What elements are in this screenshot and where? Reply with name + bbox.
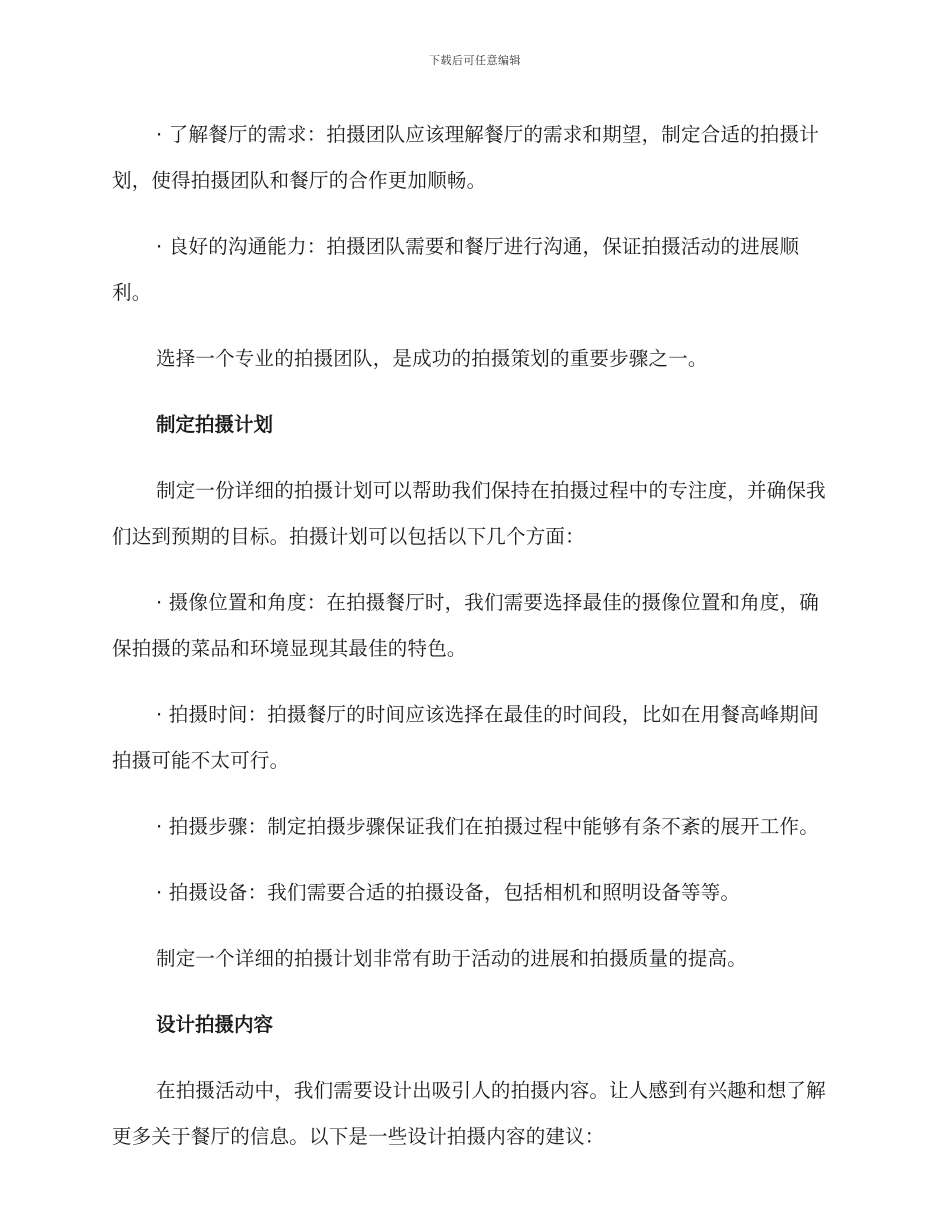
- bullet-communication: · 良好的沟通能力：拍摄团队需要和餐厅进行沟通，保证拍摄活动的进展顺利。: [112, 235, 800, 304]
- paragraph-plan-intro: 制定一份详细的拍摄计划可以帮助我们保持在拍摄过程中的专注度，并确保我们达到预期的目标。拍摄计划可以包括以下几个方面：: [112, 479, 826, 548]
- bullet-understand-needs: · 了解餐厅的需求：拍摄团队应该理解餐厅的需求和期望，制定合适的拍摄计划，使得拍摄团队和餐厅的合作更加顺畅。: [112, 123, 819, 192]
- paragraph-plan-summary: 制定一个详细的拍摄计划非常有助于活动的进展和拍摄质量的提高。: [156, 947, 748, 970]
- paragraph-content-intro: 在拍摄活动中，我们需要设计出吸引人的拍摄内容。让人感到有兴趣和想了解更多关于餐厅的信息。以下是一些设计拍摄内容的建议：: [112, 1079, 826, 1148]
- page-header-note: 下载后可任意编辑: [429, 54, 521, 67]
- bullet-shooting-time: · 拍摄时间：拍摄餐厅的时间应该选择在最佳的时间段，比如在用餐高峰期间拍摄可能不太可行。: [112, 703, 819, 772]
- bullet-shooting-steps: · 拍摄步骤：制定拍摄步骤保证我们在拍摄过程中能够有条不紊的展开工作。: [156, 815, 819, 838]
- document-body: [112, 112, 832, 1180]
- bullet-shooting-equipment: · 拍摄设备：我们需要合适的拍摄设备，包括相机和照明设备等等。: [156, 881, 741, 904]
- section-heading-plan: 制定拍摄计划: [156, 413, 274, 436]
- section-heading-content: 设计拍摄内容: [156, 1013, 274, 1036]
- paragraph-team-summary: 选择一个专业的拍摄团队，是成功的拍摄策划的重要步骤之一。: [156, 347, 708, 370]
- bullet-camera-position: · 摄像位置和角度：在拍摄餐厅时，我们需要选择最佳的摄像位置和角度，确保拍摄的菜品和环境显现其最佳的特色。: [112, 591, 819, 660]
